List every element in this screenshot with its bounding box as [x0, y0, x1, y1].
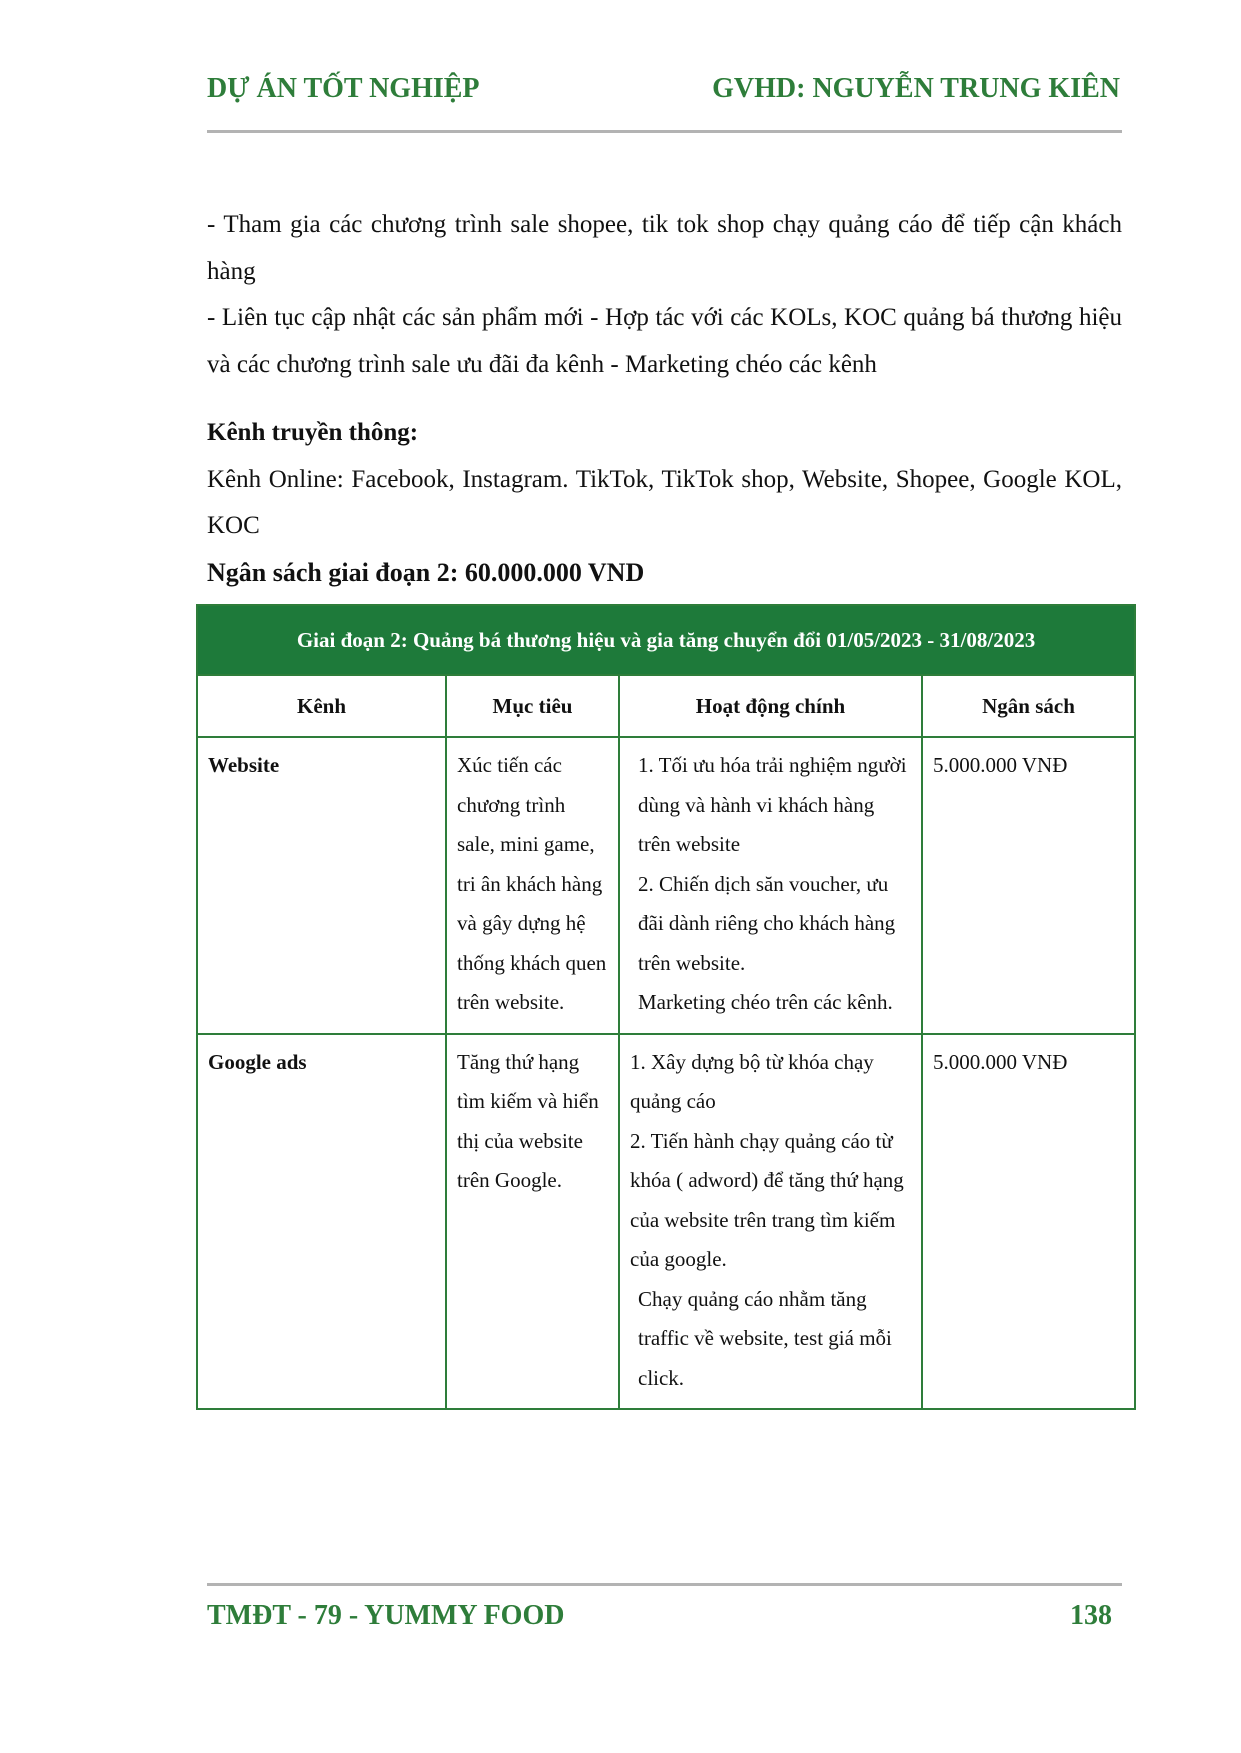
body-text [207, 202, 1122, 596]
page-number: 138 [1070, 1600, 1112, 1631]
cell-goal: Tăng thứ hạng tìm kiếm và hiển thị của website trên Google. [446, 1034, 619, 1410]
cell-goal: Xúc tiến các chương trình sale, mini game, tri ân khách hàng và gây dựng hệ thống khách quen trên website. [446, 737, 619, 1034]
activity-item: Chạy quảng cáo nhằm tăng traffic về website, test giá mỗi click. [638, 1286, 892, 1390]
cell-channel: Google ads [197, 1034, 446, 1410]
footer-project-name: TMĐT - 79 - YUMMY FOOD [207, 1600, 565, 1631]
cell-channel: Website [197, 737, 446, 1034]
cell-activities [619, 1034, 922, 1410]
column-header-activities: Hoạt động chính [619, 675, 922, 737]
table-row [197, 1034, 1135, 1410]
activity-item: 2. Tiến hành chạy quảng cáo từ khóa ( adword) để tăng thứ hạng của website trên trang tìm kiếm của google. [630, 1128, 904, 1271]
activity-item: 1. Tối ưu hóa trải nghiệm người dùng và hành vi khách hàng trên website [638, 753, 907, 856]
phase-plan-table [196, 604, 1136, 1410]
table-title: Giai đoạn 2: Quảng bá thương hiệu và gia tăng chuyển đổi 01/05/2023 - 31/08/2023 [197, 605, 1135, 675]
header-divider [207, 130, 1122, 133]
header-project-title: DỰ ÁN TỐT NGHIỆP [207, 73, 480, 104]
channels-heading: Kênh truyền thông: [207, 419, 419, 446]
cell-budget: 5.000.000 VNĐ [922, 1034, 1135, 1410]
activity-item: 2. Chiến dịch săn voucher, ưu đãi dành riêng cho khách hàng trên website. [638, 871, 896, 975]
activity-item: 1. Xây dựng bộ từ khóa chạy quảng cáo [630, 1049, 874, 1113]
header-advisor: GVHD: NGUYỄN TRUNG KIÊN [712, 73, 1120, 104]
activity-item: Marketing chéo trên các kênh. [638, 990, 893, 1014]
footer-divider [207, 1583, 1122, 1586]
cell-budget: 5.000.000 VNĐ [922, 737, 1135, 1034]
cell-activities [619, 737, 922, 1034]
column-header-channel: Kênh [197, 675, 446, 737]
column-header-budget: Ngân sách [922, 675, 1135, 737]
column-header-goal: Mục tiêu [446, 675, 619, 737]
paragraph-sales-programs: - Tham gia các chương trình sale shopee, tik tok shop chạy quảng cáo để tiếp cận khách hàng [207, 211, 1122, 285]
channels-text: Kênh Online: Facebook, Instagram. TikTok, TikTok shop, Website, Shopee, Google KOL, KOC [207, 465, 1122, 539]
budget-summary: Ngân sách giai đoạn 2: 60.000.000 VND [207, 557, 645, 587]
page-footer [207, 1600, 1112, 1632]
paragraph-new-products: - Liên tục cập nhật các sản phẩm mới - Hợp tác với các KOLs, KOC quảng bá thương hiệu và các chương trình sale ưu đãi đa kênh - Marketing chéo các kênh [207, 304, 1122, 378]
page-header [207, 74, 1120, 104]
table-row [197, 737, 1135, 1034]
